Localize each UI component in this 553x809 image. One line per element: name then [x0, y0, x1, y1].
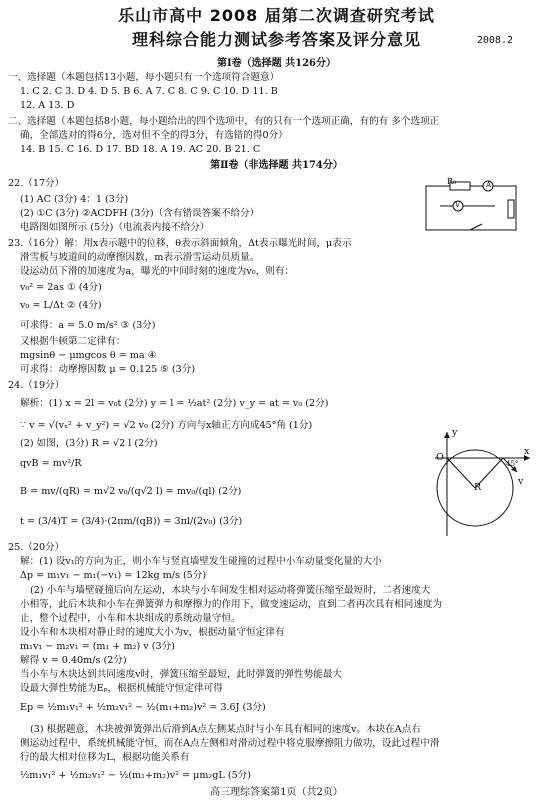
q24-line: 24.（19分）: [8, 380, 65, 391]
q25-line: 设最大弹性势能为Eₚ，根据机械能守恒定律可得: [20, 683, 223, 694]
q2-title-b: 确，全部选对的得6分，选对但不全的得3分，有选错的得0分）: [20, 130, 288, 141]
label-axis-y: y: [452, 427, 458, 438]
q23-line: 23.（16分）解：用x表示题中的位移，θ表示斜面倾角，Δt表示曝光时间，μ表示: [8, 238, 352, 249]
label-velocity: v: [518, 476, 524, 487]
q23-line: 又根据牛顿第二定律有：: [20, 336, 126, 347]
q1-answers-a: 1. C 2. C 3. D 4. D 5. B 6. A 7. C 8. C 9. C 10. D 11. B: [20, 86, 278, 97]
q23-line: 设运动员下滑的加速度为a，曝光的中间时刻的速度为v₀，则有：: [20, 266, 295, 277]
q24-line: (2) 如图，(3分) R = √2 l (2分): [20, 438, 158, 449]
label-angle: 45°: [506, 460, 519, 468]
circuit-diagram: [420, 178, 530, 238]
section-2-heading: 第Ⅱ卷（非选择题 共174分）: [210, 160, 343, 171]
section-1-heading: 第Ⅰ卷（选择题 共126分）: [216, 58, 337, 69]
q25-line: 解：(1) 设v₁的方向为正，则小车与竖直墙壁发生碰撞的过程中小车动量变化量的大小: [20, 556, 382, 567]
q1-title: 一、选择题（本题包括13小题，每小题只有一个选项符合题意）: [8, 72, 280, 83]
q24-line: B = mv/(qR) = m√2 v₀/(q√2 l) = mv₀/(ql) (2分): [20, 486, 242, 497]
q22-line: (2) ①C (3分) ②ACDFH (3分)（含有错误答案不给分）: [20, 208, 260, 219]
q25-line: 小相等，此后木块和小车在弹簧弹力和摩擦力的作用下，做变速运动，直到二者再次具有相同速度为: [20, 599, 443, 610]
q25-line: Δp = m₁v₁ − m₁(−v₁) = 12kg m/s (5分): [20, 570, 207, 581]
label-ammeter: A: [486, 181, 492, 189]
q23-line: 可求得：动摩擦因数 μ = 0.125 ⑤ (3分): [20, 364, 196, 375]
title-line-1: 乐山市高中 2008 届第二次调查研究考试: [118, 6, 435, 25]
label-voltmeter: V: [455, 201, 461, 209]
q23-line: 可求得：a = 5.0 m/s² ③ (3分): [20, 320, 156, 331]
q25-line: 止，整个过程中，小车和木块组成的系统动量守恒。: [20, 613, 241, 624]
q2-answers: 14. B 15. C 16. D 17. BD 18. A 19. AC 20. B 21. C: [20, 144, 261, 155]
q22-line: 22.（17分）: [8, 178, 65, 189]
q25-line: m₁v₁ − m₂v₁ = (m₁ + m₂) v (3分): [20, 641, 175, 652]
q25-line: ½m₁v₁² + ½m₂v₁² − ½(m₁+m₂)v² = μm₂gL (5分): [20, 770, 252, 781]
q1-answers-b: 12. A 13. D: [20, 100, 75, 111]
q25-line: 侧运动过程中，系统机械能守恒，而在A点左侧相对滑动过程中将克服摩擦阻力做功，设此过程中滑: [20, 738, 440, 749]
label-r0: R₀: [447, 177, 457, 186]
q25-line: (3) 根据题意，木块被弹簧弹出后滑到A点左侧某点时与小车具有相同的速度v。木块在A点右: [30, 724, 421, 735]
label-radius: R: [474, 482, 482, 493]
q25-line: 解得 v = 0.40m/s (2分): [20, 655, 127, 666]
q23-line: mgsinθ − μmgcos θ = ma ④: [20, 350, 157, 361]
title-line-2: 理科综合能力测试参考答案及评分意见: [131, 30, 421, 49]
q25-line: 当小车与木块达到共同速度v时，弹簧压缩至最短，此时弹簧的弹性势能最大: [20, 669, 343, 680]
q2-title: 二、选择题（本题包括8小题，每小题给出的四个选项中，有的只有一个选项正确，有的有 多个选项正: [8, 116, 440, 127]
document-date: 2008.2: [476, 35, 513, 46]
q25-line: Ep = ½m₁v₁² + ½m₂v₁² − ½(m₁+m₂)v² = 3.6J (3分): [20, 702, 266, 713]
q25-line: (2) 小车与墙壁碰撞后向左运动，木块与小车间发生相对运动将弹簧压缩至最短时，二者速度大: [30, 585, 431, 596]
q23-line: v₀² = 2as ① (4分): [20, 282, 102, 293]
label-origin: O: [436, 452, 444, 463]
page-footer: 高三理综答案第1页（共2页）: [210, 786, 343, 798]
q25-line: 行的最大相对位移为L，根据功能关系有: [20, 752, 190, 763]
q22-line: 电路图如图所示 (5分)（电流表内接不给分）: [20, 222, 210, 233]
q22-line: (1) AC (3分) 4：1 (3分): [20, 194, 129, 205]
q25-line: 设小车和木块相对静止时的速度大小为v，根据动量守恒定律有: [20, 627, 285, 638]
q24-line: ∵ v = √(vₓ² + v_y²) = √2 v₀ (2分) 方向与x轴正方向成45°角 (1分): [20, 420, 313, 431]
q25-line: 25.（20分）: [8, 542, 65, 553]
q23-line: 滑雪板与坡道间的动摩擦因数，m表示滑雪运动员质量。: [20, 252, 260, 263]
q24-line: qvB = mv²/R: [20, 458, 82, 469]
q24-line: 解析：(1) x = 2l = v₀t (2分) y = l = ½at² (2分) v_y = at = v₀ (2分): [20, 398, 329, 409]
label-axis-x: x: [524, 446, 530, 457]
q23-line: v₀ = L/Δt ② (4分): [20, 300, 102, 311]
q24-line: t = (3/4)T = (3/4)·(2πm/(qB)) = 3πl/(2v₀) (3分): [20, 516, 243, 527]
